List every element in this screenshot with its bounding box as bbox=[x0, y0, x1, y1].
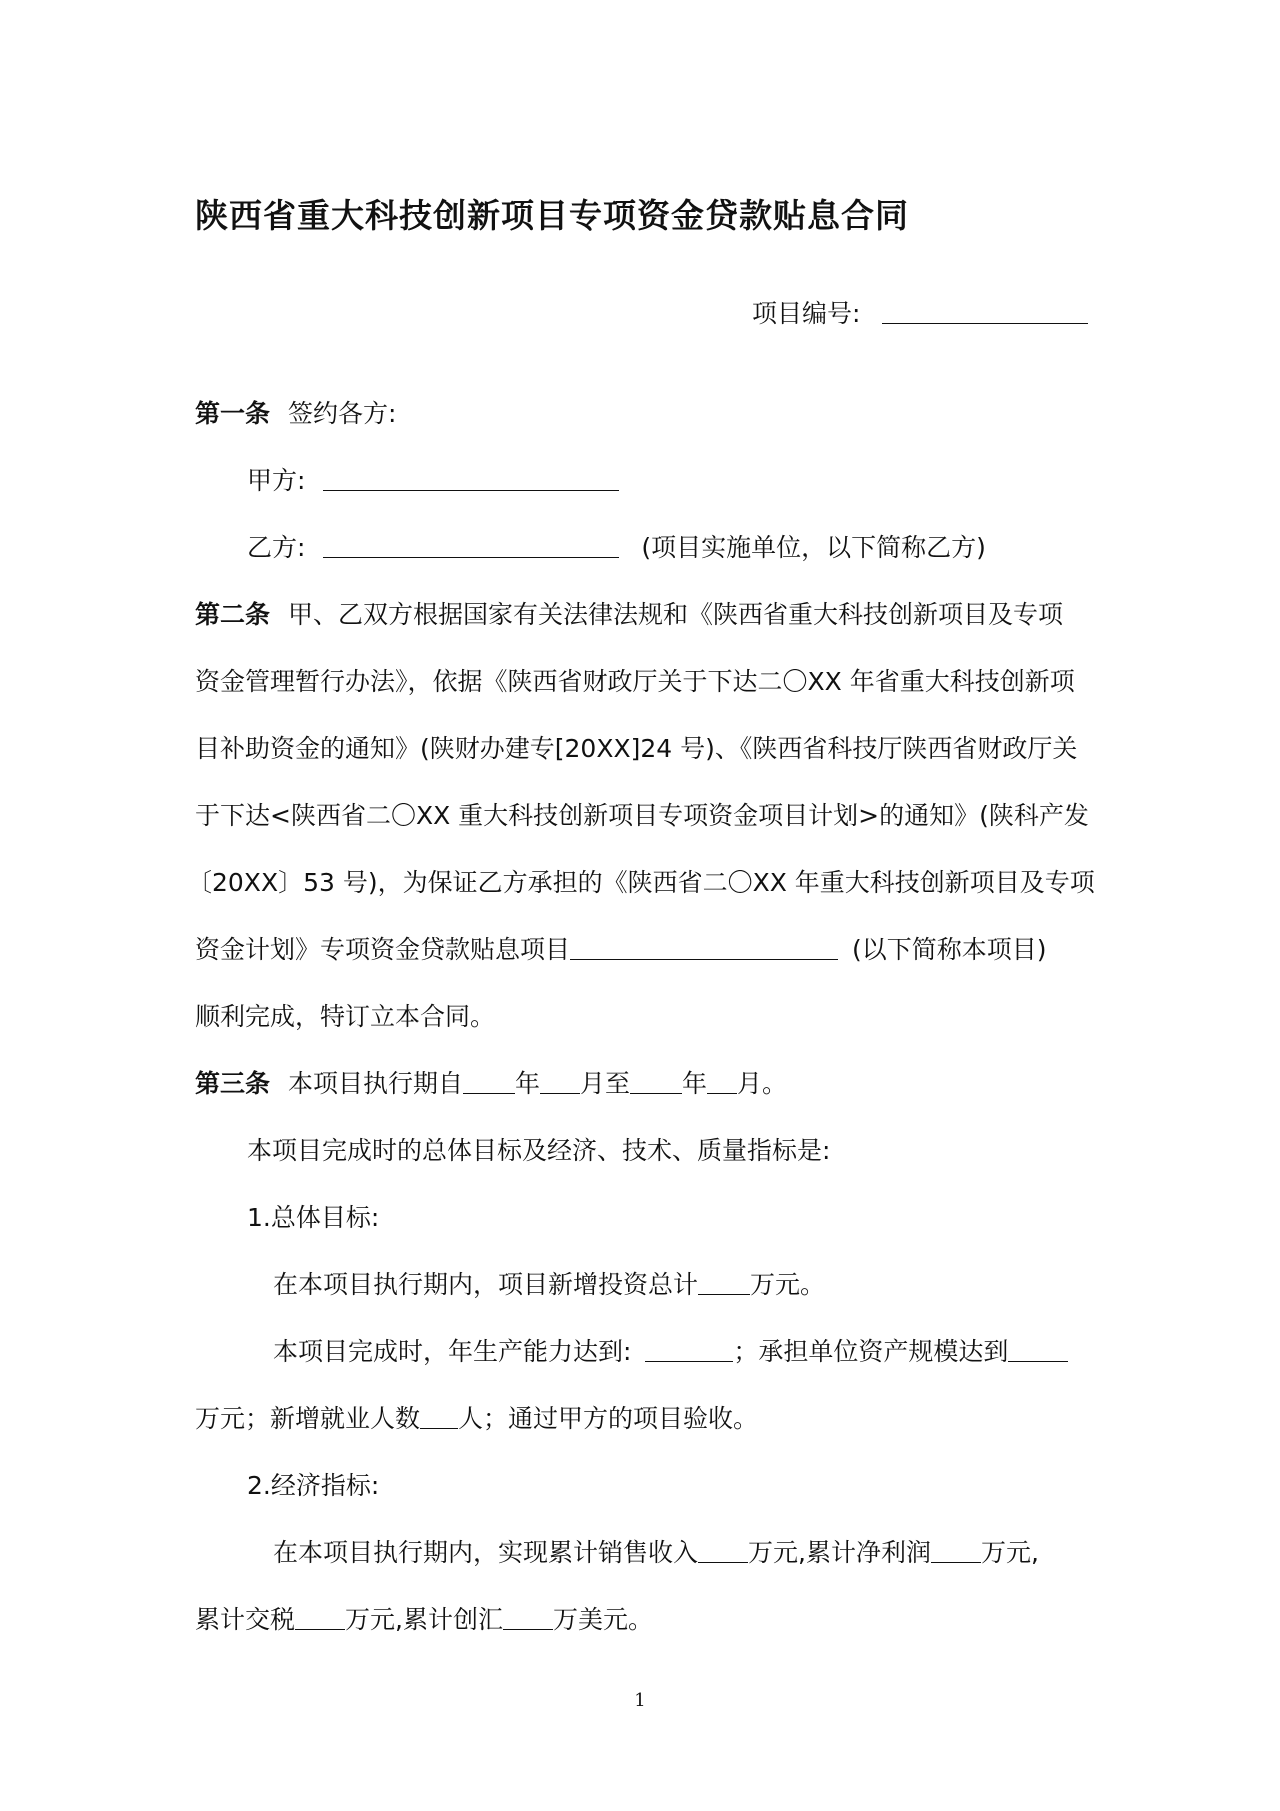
item1-line1-text: 在本项目执行期内，项目新增投资总计 bbox=[273, 1270, 699, 1299]
employment-blank bbox=[420, 1404, 458, 1429]
article1-label: 第一条 bbox=[195, 399, 271, 428]
item2-line2-text: 累计交税 bbox=[195, 1605, 296, 1634]
article3-text: 本项目执行期自 bbox=[287, 1069, 463, 1098]
item2-line1-text3: 万元, bbox=[980, 1538, 1039, 1567]
start-year-blank bbox=[463, 1069, 515, 1094]
end-year-blank bbox=[630, 1069, 682, 1094]
article2-line6-text: 资金计划》专项资金贷款贴息项目 bbox=[195, 935, 571, 964]
article2-line4: 于下达<陕西省二〇XX 重大科技创新项目专项资金项目计划>的通知》(陕科产发 bbox=[195, 801, 1089, 830]
item1-label: 1.总体目标: bbox=[247, 1203, 380, 1232]
item2-line2 bbox=[195, 1602, 653, 1638]
item2-line1-text: 在本项目执行期内，实现累计销售收入 bbox=[273, 1538, 699, 1567]
page-number: 1 bbox=[634, 1690, 646, 1711]
article2-line6-note: (以下简称本项目) bbox=[851, 935, 1047, 964]
party-a-label: 甲方: bbox=[247, 466, 306, 495]
article2-text-1: 甲、乙双方根据国家有关法律法规和《陕西省重大科技创新项目及专项 bbox=[287, 600, 1063, 629]
article3-label: 第三条 bbox=[195, 1069, 271, 1098]
party-b-note: (项目实施单位，以下简称乙方) bbox=[641, 533, 986, 562]
item1-line2-text2: ；承担单位资产规模达到 bbox=[733, 1337, 1009, 1366]
tax-blank bbox=[295, 1605, 345, 1630]
item1-line1-unit: 万元。 bbox=[750, 1270, 826, 1299]
start-month-blank bbox=[540, 1069, 580, 1094]
party-b-line bbox=[247, 530, 986, 566]
party-b-label: 乙方: bbox=[247, 533, 306, 562]
article3-month2: 月。 bbox=[737, 1069, 788, 1098]
item1-line1 bbox=[273, 1267, 825, 1303]
article1-line bbox=[195, 396, 396, 432]
article2-line2: 资金管理暂行办法》，依据《陕西省财政厅关于下达二〇XX 年省重大科技创新项 bbox=[195, 667, 1075, 696]
article2-line6 bbox=[195, 932, 1046, 968]
item2-line2-text2: 万元,累计创汇 bbox=[345, 1605, 503, 1634]
project-name-blank bbox=[570, 935, 838, 960]
sales-blank bbox=[698, 1538, 748, 1563]
targets-intro: 本项目完成时的总体目标及经济、技术、质量指标是: bbox=[247, 1136, 831, 1165]
item2-line1 bbox=[273, 1535, 1039, 1571]
article3-line bbox=[195, 1066, 787, 1102]
project-number-label: 项目编号: bbox=[752, 299, 861, 328]
article3-month1: 月至 bbox=[580, 1069, 631, 1098]
article2-line1 bbox=[195, 597, 1063, 633]
item1-line2-text: 本项目完成时，年生产能力达到: bbox=[273, 1337, 632, 1366]
end-month-blank bbox=[707, 1069, 737, 1094]
item1-line3-text: 万元；新增就业人数 bbox=[195, 1404, 421, 1433]
capacity-blank bbox=[645, 1337, 733, 1362]
net-profit-blank bbox=[931, 1538, 981, 1563]
party-a-line bbox=[247, 463, 619, 499]
article2-line5: 〔20XX〕53 号)，为保证乙方承担的《陕西省二〇XX 年重大科技创新项目及专项 bbox=[187, 868, 1095, 897]
item2-label: 2.经济指标: bbox=[247, 1471, 380, 1500]
party-b-blank bbox=[323, 533, 619, 558]
investment-blank bbox=[698, 1270, 750, 1295]
party-a-blank bbox=[323, 466, 619, 491]
article2-label: 第二条 bbox=[195, 600, 271, 629]
project-number-blank bbox=[882, 299, 1088, 324]
item2-line2-text3: 万美元。 bbox=[552, 1605, 653, 1634]
forex-blank bbox=[503, 1605, 553, 1630]
project-number-line bbox=[752, 296, 1088, 332]
item1-line2 bbox=[273, 1334, 1068, 1370]
article3-year2: 年 bbox=[682, 1069, 708, 1098]
item1-line3 bbox=[195, 1401, 758, 1437]
article2-line7: 顺利完成，特订立本合同。 bbox=[195, 1002, 496, 1031]
document-title: 陕西省重大科技创新项目专项资金贷款贴息合同 bbox=[195, 196, 909, 235]
article1-text: 签约各方: bbox=[287, 399, 397, 428]
article2-line3: 目补助资金的通知》(陕财办建专[20XX]24 号)、《陕西省科技厅陕西省财政厅关 bbox=[195, 734, 1078, 763]
article3-year1: 年 bbox=[514, 1069, 540, 1098]
item2-line1-text2: 万元,累计净利润 bbox=[748, 1538, 931, 1567]
item1-line3-text2: 人；通过甲方的项目验收。 bbox=[458, 1404, 759, 1433]
asset-scale-blank bbox=[1008, 1337, 1068, 1362]
